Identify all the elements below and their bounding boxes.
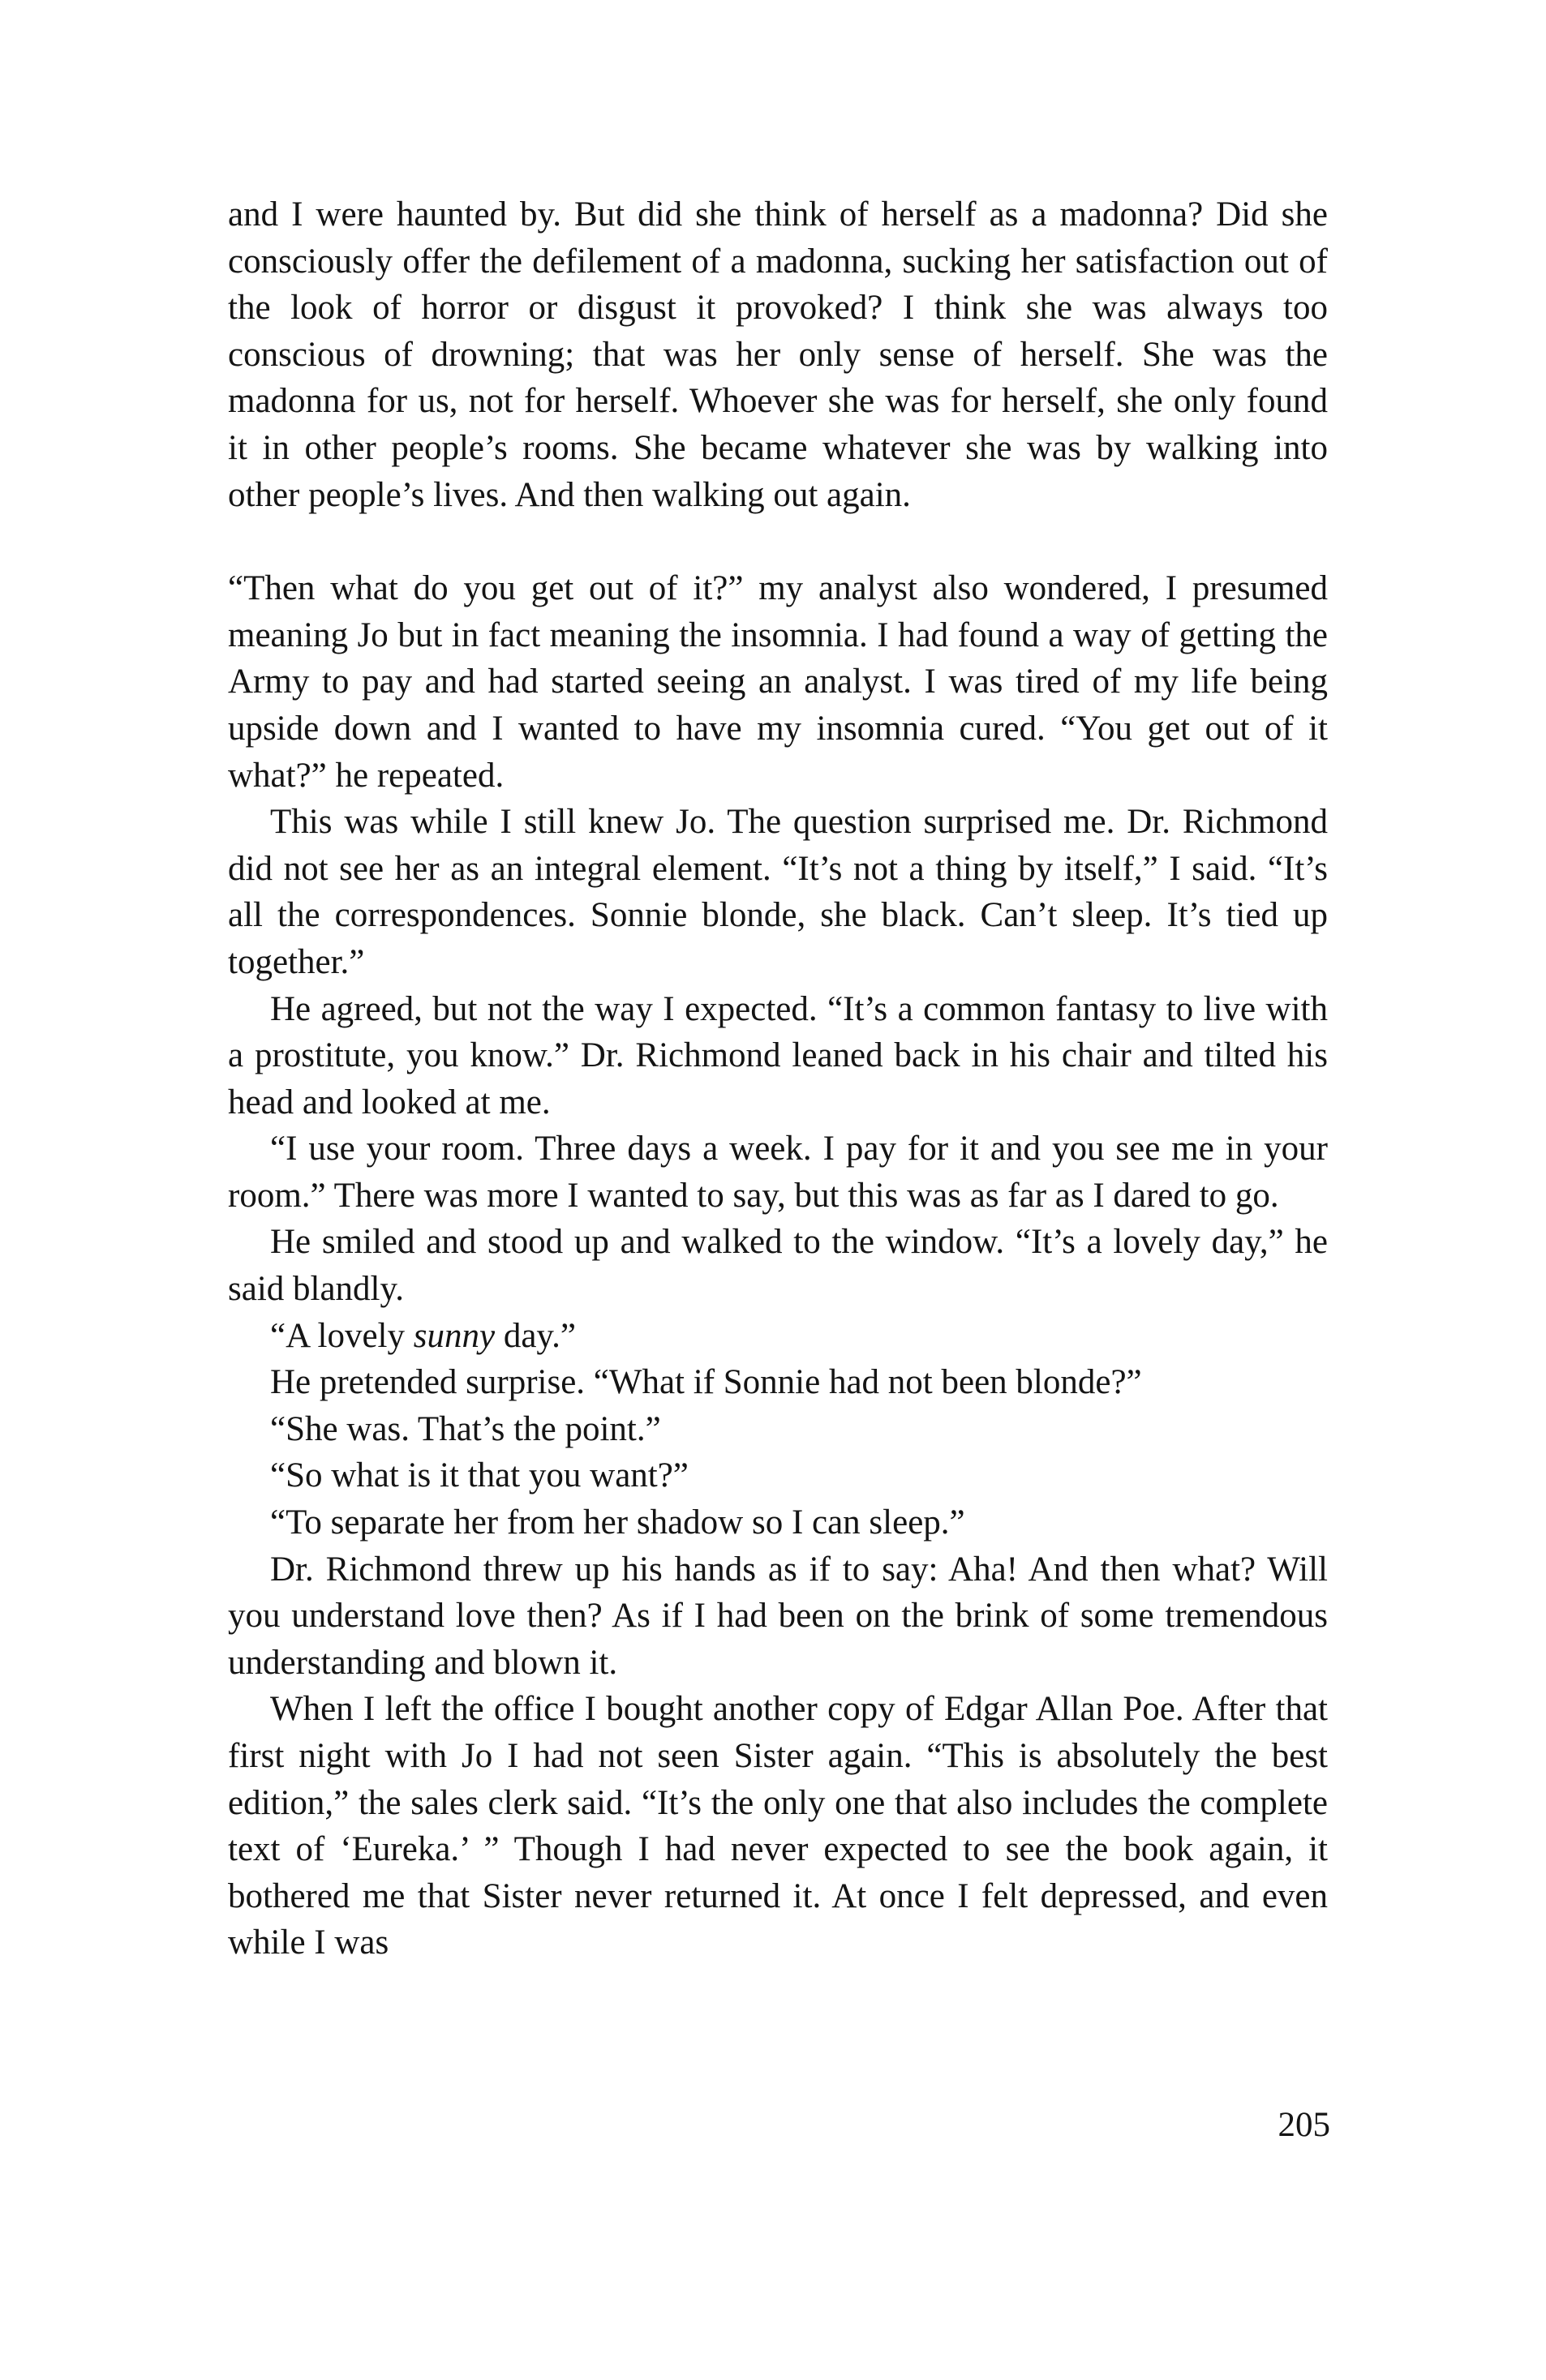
paragraph-separate-shadow: “To separate her from her shadow so I can sleep.” xyxy=(270,1503,965,1542)
paragraph-continuation: and I were haunted by. But did she think of herself as a madonna? Did she consciously offer the defilement of a madonna, sucking her satisfaction out of the look of horror or disgust it provoked? I think she was always too conscious of drowning; that was her only sense of herself. She was the madonna for us, not for herself. Whoever she was for herself, she only found it in other people’s rooms. She became whatever she was by walking into other people’s lives. And then walking out again. xyxy=(228,195,1328,514)
sunny-day-post: day.” xyxy=(495,1316,576,1355)
paragraph-analyst-question: “Then what do you get out of it?” my analyst also wondered, I presumed meaning Jo but in fact meaning the insomnia. I had found a way of getting the Army to pay and had started seeing an analyst. I was tired of my life being upside down and I wanted to have my insomnia cured. “You get out of it what?” he repeated. xyxy=(228,569,1328,795)
body-text xyxy=(228,191,1328,1966)
paragraph-common-fantasy: He agreed, but not the way I expected. “It’s a common fantasy to live with a prostitute, you know.” Dr. Richmond leaned back in his chair and tilted his head and looked at me. xyxy=(228,989,1328,1121)
paragraph-jo-question: This was while I still knew Jo. The question surprised me. Dr. Richmond did not see her as an integral element. “It’s not a thing by itself,” I said. “It’s all the correspondences. Sonnie blonde, she black. Can’t sleep. It’s tied up together.” xyxy=(228,803,1328,981)
paragraph-lovely-day: He smiled and stood up and walked to the window. “It’s a lovely day,” he said blandly. xyxy=(228,1223,1328,1309)
sunny-day-emphasis: sunny xyxy=(413,1316,496,1355)
paragraph-edgar-allan-poe: When I left the office I bought another copy of Edgar Allan Poe. After that first night with Jo I had not seen Sister again. “This is absolutely the best edition,” the sales clerk said. “It’s the only one that also includes the complete text of ‘Eureka.’ ” Though I had never expected to see the book again, it bothered me that Sister never returned it. At once I felt depressed, and even while I was xyxy=(228,1690,1328,1962)
page-number: 205 xyxy=(1278,2106,1330,2144)
paragraph-use-your-room: “I use your room. Three days a week. I pay for it and you see me in your room.” There was more I wanted to say, but this was as far as I dared to go. xyxy=(228,1130,1328,1215)
sunny-day-pre: “A lovely xyxy=(270,1316,414,1355)
paragraph-pretended-surprise: He pretended surprise. “What if Sonnie had not been blonde?” xyxy=(270,1363,1142,1402)
paragraph-that-is-the-point: “She was. That’s the point.” xyxy=(270,1409,661,1448)
paragraph-threw-up-hands: Dr. Richmond threw up his hands as if to say: Aha! And then what? Will you understand love then? As if I had been on the brink of some tremendous understanding and blown it. xyxy=(228,1550,1328,1682)
paragraph-what-you-want: “So what is it that you want?” xyxy=(270,1456,689,1495)
section-break xyxy=(228,518,1328,565)
paragraph-sunny-day xyxy=(228,1313,1328,1360)
